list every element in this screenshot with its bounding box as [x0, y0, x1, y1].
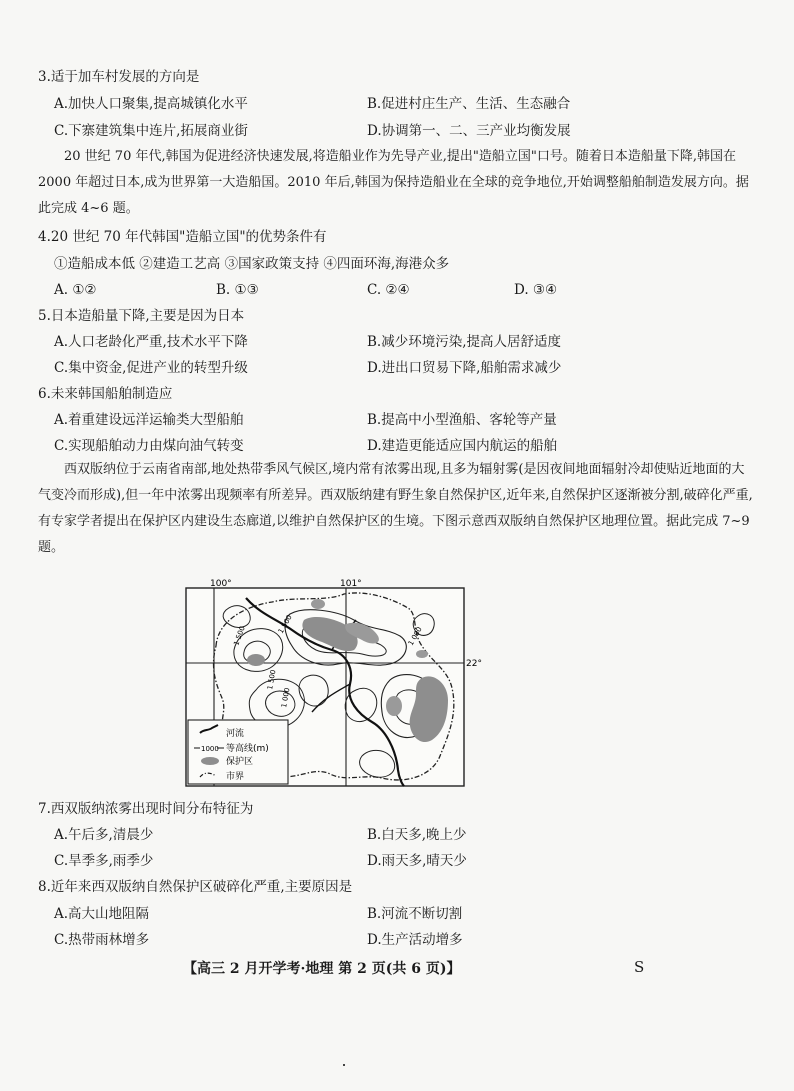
- q6-option-b: B.提高中小型渔船、客轮等产量: [367, 412, 557, 428]
- q7-option-b: B.白天多,晚上少: [367, 827, 467, 843]
- q8-option-b: B.河流不断切割: [367, 906, 463, 922]
- legend-contour-label: 等高线(m): [226, 744, 269, 754]
- q8-option-d: D.生产活动增多: [367, 932, 463, 948]
- q4-option-d: D. ③④: [514, 282, 558, 298]
- q7-option-a: A.午后多,清晨少: [54, 827, 154, 843]
- q8-option-c: C.热带雨林增多: [54, 932, 150, 948]
- protected-area: [386, 696, 402, 716]
- q3-option-b: B.促进村庄生产、生活、生态融合: [367, 96, 571, 112]
- contour-elevation-label: 1 500: [232, 625, 247, 647]
- q4-option-b: B. ①③: [216, 282, 259, 298]
- q4-items: ①造船成本低 ②建造工艺高 ③国家政策支持 ④四面环海,海港众多: [54, 256, 450, 272]
- q3-option-a: A.加快人口聚集,提高城镇化水平: [54, 96, 248, 112]
- corner-mark: S: [634, 958, 645, 976]
- q7-stem: 7.西双版纳浓雾出现时间分布特征为: [38, 801, 254, 817]
- q6-option-a: A.着重建设远洋运输类大型船舶: [54, 412, 244, 428]
- q3-option-c: C.下寨建筑集中连片,拓展商业街: [54, 123, 248, 139]
- legend-reserve-label: 保护区: [226, 757, 254, 767]
- q4-stem: 4.20 世纪 70 年代韩国"造船立国"的优势条件有: [38, 229, 327, 245]
- contour-elevation-label: 1 000: [406, 625, 424, 647]
- q5-option-a: A.人口老龄化严重,技术水平下降: [54, 334, 248, 350]
- scan-speck: [343, 1064, 345, 1066]
- lon-label-100: 100°: [210, 579, 232, 589]
- q6-option-d: D.建造更能适应国内航运的船舶: [367, 438, 558, 454]
- contour-elevation-label: 1 500: [266, 669, 278, 691]
- protected-area: [416, 650, 428, 658]
- q3-stem: 3.适于加车村发展的方向是: [38, 69, 200, 85]
- q5-stem: 5.日本造船量下降,主要是因为日本: [38, 308, 245, 324]
- contour-elevation-label: 1 000: [280, 687, 292, 709]
- q7-option-c: C.旱季多,雨季少: [54, 853, 154, 869]
- legend-river-label: 河流: [226, 729, 245, 739]
- q5-option-b: B.减少环境污染,提高人居舒适度: [367, 334, 562, 350]
- protected-area: [311, 599, 325, 609]
- legend-contour-sample: 1000: [201, 745, 219, 753]
- q5-option-d: D.进出口贸易下降,船舶需求减少: [367, 360, 562, 376]
- page-footer: 【高三 2 月开学考·地理 第 2 页(共 6 页)】: [183, 961, 461, 977]
- legend-reserve-symbol: [201, 757, 219, 765]
- lon-label-101: 101°: [340, 579, 362, 589]
- q3-option-d: D.协调第一、二、三产业均衡发展: [367, 123, 571, 139]
- lat-label-22: 22°: [466, 659, 482, 669]
- reserve-location-map: [186, 579, 482, 790]
- q6-stem: 6.未来韩国船舶制造应: [38, 386, 173, 402]
- q7-option-d: D.雨天多,晴天少: [367, 853, 467, 869]
- passage-xishuangbanna: 西双版纳位于云南省南部,地处热带季风气候区,境内常有浓雾出现,且多为辐射雾(是因夜间地面辐射冷却使贴近地面的大气变冷而形成),但一年中浓雾出现频率有所差异。西双版纳建有野生象自然保护区,近年来,自然保护区逐渐被分割,破碎化严重,有专家学者提出在保护区内建设生态廊道,以维护自然保护区的生境。下图示意西双版纳自然保护区地理位置。据此完成 7~9 题。: [38, 462, 753, 555]
- contour-elevation-label: 1 500: [276, 613, 294, 635]
- q6-option-c: C.实现船舶动力由煤向油气转变: [54, 438, 244, 454]
- q5-option-c: C.集中资金,促进产业的转型升级: [54, 360, 248, 376]
- q4-option-a: A. ①②: [54, 282, 97, 298]
- q8-stem: 8.近年来西双版纳自然保护区破碎化严重,主要原因是: [38, 879, 353, 895]
- passage-shipbuilding: 20 世纪 70 年代,韩国为促进经济快速发展,将造船业作为先导产业,提出"造船立国"口号。随着日本造船量下降,韩国在 2000 年超过日本,成为世界第一大造船国。2010 年后,韩国为保持造船业在全球的竞争地位,开始调整船舶制造发展方向。据此完成 4~6 题。: [38, 149, 749, 216]
- q4-option-c: C. ②④: [367, 282, 410, 298]
- legend-boundary-label: 市界: [226, 772, 245, 782]
- q8-option-a: A.高大山地阻隔: [54, 906, 150, 922]
- protected-area: [247, 654, 265, 666]
